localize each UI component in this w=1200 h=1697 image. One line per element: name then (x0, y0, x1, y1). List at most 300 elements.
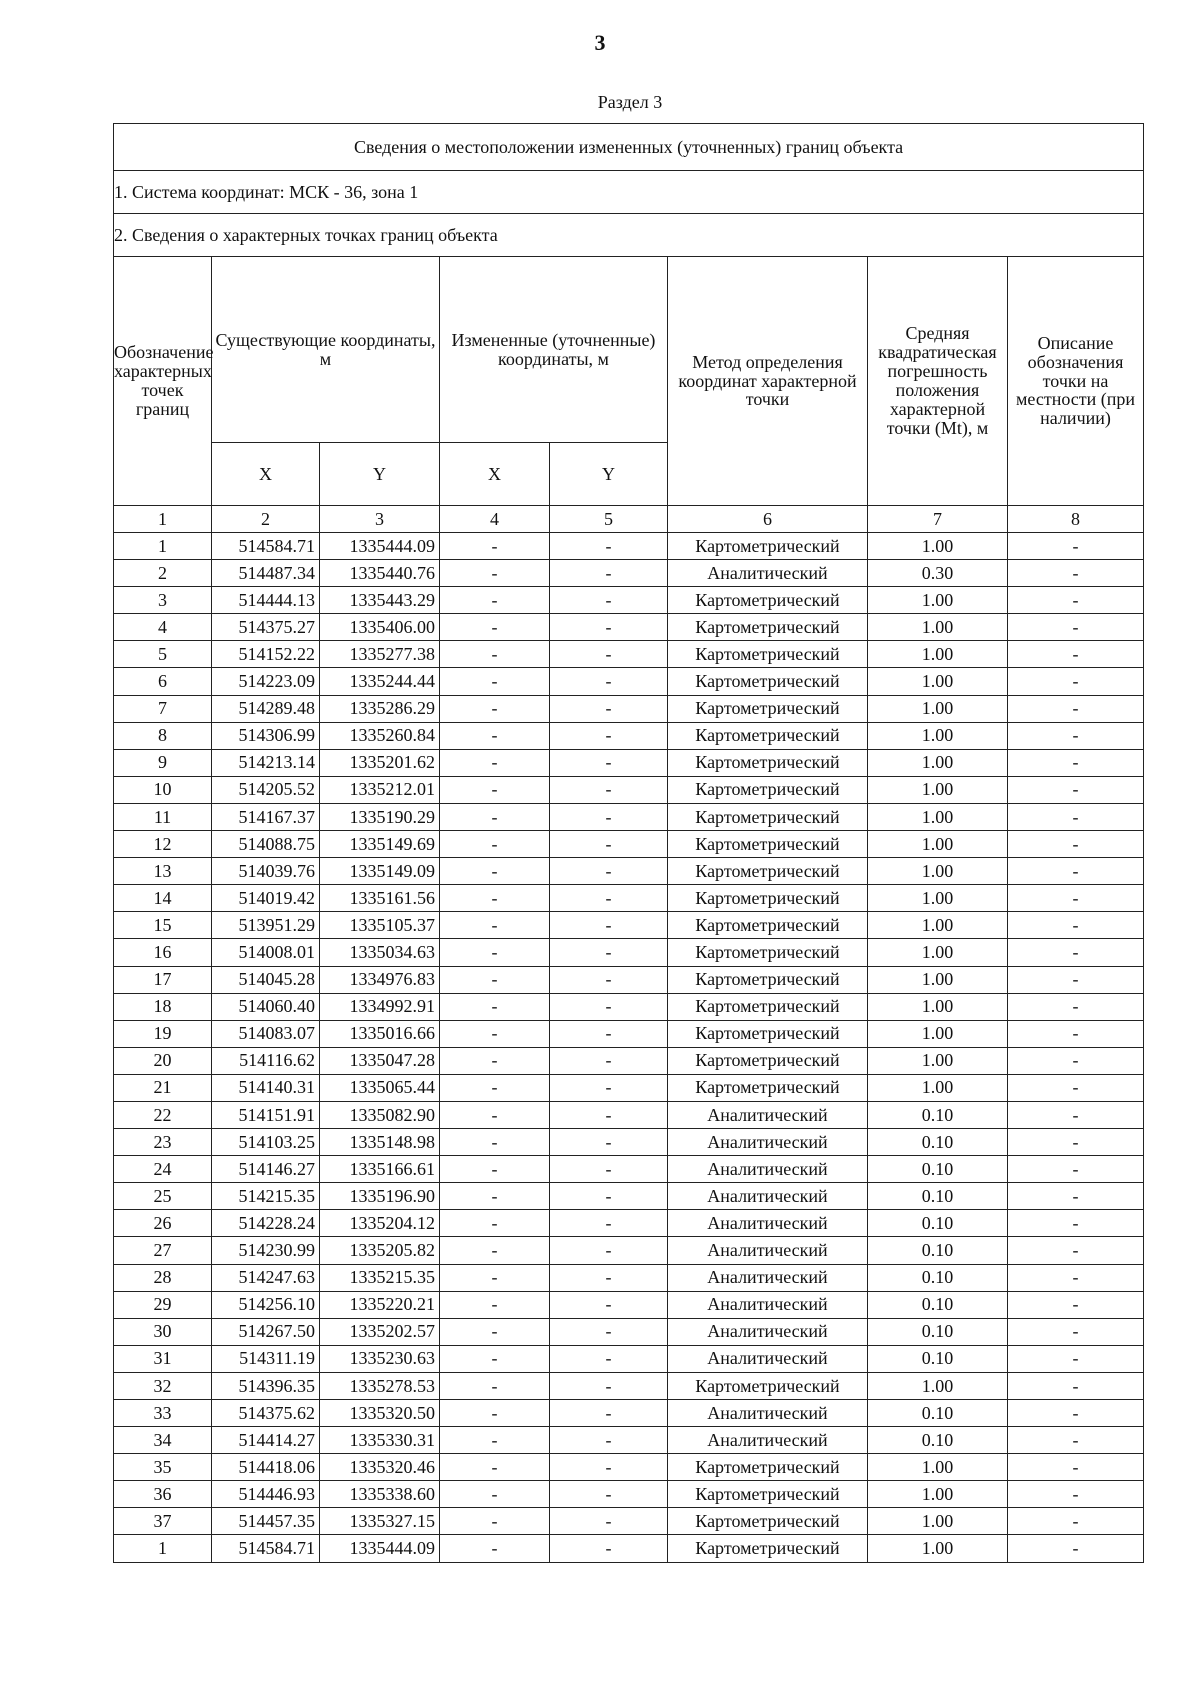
existing-x-cell: 514088.75 (212, 831, 320, 858)
error-mt-cell: 1.00 (868, 614, 1008, 641)
method-cell: Картометрический (668, 668, 868, 695)
error-mt-cell: 1.00 (868, 831, 1008, 858)
existing-y-cell: 1335444.09 (320, 1535, 440, 1562)
changed-y-cell: - (550, 1101, 668, 1128)
error-mt-cell: 1.00 (868, 1454, 1008, 1481)
table-row (114, 966, 1144, 993)
changed-x-cell: - (440, 1101, 550, 1128)
existing-y-cell: 1335327.15 (320, 1508, 440, 1535)
table-row (114, 803, 1144, 830)
error-mt-cell: 0.10 (868, 1264, 1008, 1291)
header-existing-coords: Существующие координаты, м (212, 257, 440, 443)
point-id-cell: 37 (114, 1508, 212, 1535)
method-cell: Картометрический (668, 1508, 868, 1535)
existing-x-cell: 514306.99 (212, 722, 320, 749)
table-row (114, 1372, 1144, 1399)
description-cell: - (1008, 749, 1144, 776)
changed-x-cell: - (440, 1372, 550, 1399)
existing-y-cell: 1335065.44 (320, 1074, 440, 1101)
point-id-cell: 12 (114, 831, 212, 858)
method-cell: Картометрический (668, 1020, 868, 1047)
method-cell: Картометрический (668, 614, 868, 641)
table-row (114, 776, 1144, 803)
changed-y-cell: - (550, 993, 668, 1020)
changed-y-cell: - (550, 1454, 668, 1481)
changed-x-cell: - (440, 695, 550, 722)
method-cell: Картометрический (668, 722, 868, 749)
table-row (114, 1020, 1144, 1047)
method-cell: Картометрический (668, 776, 868, 803)
method-cell: Картометрический (668, 641, 868, 668)
changed-x-cell: - (440, 912, 550, 939)
error-mt-cell: 1.00 (868, 749, 1008, 776)
header-point-designation: Обозначение характерных точек границ (114, 257, 212, 506)
changed-y-cell: - (550, 939, 668, 966)
changed-y-cell: - (550, 614, 668, 641)
table-row (114, 1427, 1144, 1454)
existing-y-cell: 1335149.09 (320, 858, 440, 885)
description-cell: - (1008, 1454, 1144, 1481)
point-id-cell: 7 (114, 695, 212, 722)
existing-x-cell: 514045.28 (212, 966, 320, 993)
changed-y-cell: - (550, 831, 668, 858)
existing-y-cell: 1335444.09 (320, 533, 440, 560)
existing-y-cell: 1335166.61 (320, 1156, 440, 1183)
header-method: Метод определения координат характерной точки (668, 257, 868, 506)
point-id-cell: 15 (114, 912, 212, 939)
point-id-cell: 27 (114, 1237, 212, 1264)
changed-y-cell: - (550, 641, 668, 668)
existing-x-cell: 514418.06 (212, 1454, 320, 1481)
table-row (114, 885, 1144, 912)
description-cell: - (1008, 1183, 1144, 1210)
description-cell: - (1008, 831, 1144, 858)
error-mt-cell: 1.00 (868, 1481, 1008, 1508)
changed-y-cell: - (550, 858, 668, 885)
method-cell: Картометрический (668, 1074, 868, 1101)
error-mt-cell: 1.00 (868, 641, 1008, 668)
existing-x-cell: 514584.71 (212, 1535, 320, 1562)
table-title: Сведения о местоположении измененных (уточненных) границ объекта (114, 124, 1144, 171)
error-mt-cell: 1.00 (868, 668, 1008, 695)
changed-x-cell: - (440, 1129, 550, 1156)
changed-y-cell: - (550, 668, 668, 695)
description-cell: - (1008, 1291, 1144, 1318)
existing-x-cell: 514446.93 (212, 1481, 320, 1508)
existing-x-cell: 514215.35 (212, 1183, 320, 1210)
description-cell: - (1008, 614, 1144, 641)
method-cell: Аналитический (668, 1318, 868, 1345)
error-mt-cell: 1.00 (868, 1047, 1008, 1074)
table-row (114, 1481, 1144, 1508)
table-row (114, 1101, 1144, 1128)
existing-x-cell: 514487.34 (212, 560, 320, 587)
existing-y-cell: 1335278.53 (320, 1372, 440, 1399)
method-cell: Картометрический (668, 939, 868, 966)
changed-y-cell: - (550, 1345, 668, 1372)
changed-x-cell: - (440, 993, 550, 1020)
description-cell: - (1008, 885, 1144, 912)
existing-x-cell: 514060.40 (212, 993, 320, 1020)
existing-y-cell: 1335196.90 (320, 1183, 440, 1210)
existing-y-cell: 1335190.29 (320, 803, 440, 830)
column-number: 2 (212, 506, 320, 533)
existing-y-cell: 1335220.21 (320, 1291, 440, 1318)
error-mt-cell: 1.00 (868, 776, 1008, 803)
existing-x-cell: 514289.48 (212, 695, 320, 722)
error-mt-cell: 0.10 (868, 1318, 1008, 1345)
description-cell: - (1008, 912, 1144, 939)
existing-x-cell: 514230.99 (212, 1237, 320, 1264)
existing-x-cell: 514457.35 (212, 1508, 320, 1535)
changed-y-cell: - (550, 533, 668, 560)
description-cell: - (1008, 560, 1144, 587)
point-id-cell: 1 (114, 1535, 212, 1562)
error-mt-cell: 0.10 (868, 1101, 1008, 1128)
changed-x-cell: - (440, 776, 550, 803)
existing-y-cell: 1335244.44 (320, 668, 440, 695)
existing-y-cell: 1335286.29 (320, 695, 440, 722)
changed-x-cell: - (440, 1047, 550, 1074)
column-number: 5 (550, 506, 668, 533)
changed-x-cell: - (440, 1291, 550, 1318)
column-number: 4 (440, 506, 550, 533)
existing-x-cell: 514019.42 (212, 885, 320, 912)
changed-y-cell: - (550, 1210, 668, 1237)
description-cell: - (1008, 993, 1144, 1020)
point-id-cell: 31 (114, 1345, 212, 1372)
changed-y-cell: - (550, 722, 668, 749)
column-number: 7 (868, 506, 1008, 533)
header-existing-x: X (212, 443, 320, 506)
table-row (114, 560, 1144, 587)
table-row (114, 533, 1144, 560)
changed-y-cell: - (550, 1237, 668, 1264)
method-cell: Картометрический (668, 587, 868, 614)
existing-x-cell: 514247.63 (212, 1264, 320, 1291)
description-cell: - (1008, 803, 1144, 830)
changed-x-cell: - (440, 533, 550, 560)
error-mt-cell: 1.00 (868, 1020, 1008, 1047)
point-id-cell: 34 (114, 1427, 212, 1454)
existing-x-cell: 514256.10 (212, 1291, 320, 1318)
method-cell: Аналитический (668, 1183, 868, 1210)
existing-x-cell: 514311.19 (212, 1345, 320, 1372)
existing-x-cell: 514152.22 (212, 641, 320, 668)
point-id-cell: 17 (114, 966, 212, 993)
point-id-cell: 35 (114, 1454, 212, 1481)
existing-y-cell: 1335202.57 (320, 1318, 440, 1345)
changed-x-cell: - (440, 939, 550, 966)
changed-x-cell: - (440, 614, 550, 641)
point-id-cell: 16 (114, 939, 212, 966)
error-mt-cell: 1.00 (868, 1372, 1008, 1399)
error-mt-cell: 1.00 (868, 695, 1008, 722)
description-cell: - (1008, 695, 1144, 722)
point-id-cell: 21 (114, 1074, 212, 1101)
existing-x-cell: 514039.76 (212, 858, 320, 885)
header-changed-coords: Измененные (уточненные) координаты, м (440, 257, 668, 443)
table-row (114, 614, 1144, 641)
changed-y-cell: - (550, 695, 668, 722)
existing-x-cell: 514116.62 (212, 1047, 320, 1074)
description-cell: - (1008, 641, 1144, 668)
method-cell: Аналитический (668, 1291, 868, 1318)
column-numbers-row (114, 506, 1144, 533)
changed-y-cell: - (550, 1264, 668, 1291)
changed-y-cell: - (550, 1372, 668, 1399)
column-number: 6 (668, 506, 868, 533)
point-id-cell: 26 (114, 1210, 212, 1237)
existing-y-cell: 1335330.31 (320, 1427, 440, 1454)
changed-y-cell: - (550, 1183, 668, 1210)
error-mt-cell: 0.10 (868, 1210, 1008, 1237)
error-mt-cell: 0.10 (868, 1129, 1008, 1156)
changed-x-cell: - (440, 1183, 550, 1210)
existing-x-cell: 514396.35 (212, 1372, 320, 1399)
method-cell: Картометрический (668, 831, 868, 858)
changed-y-cell: - (550, 1156, 668, 1183)
changed-x-cell: - (440, 831, 550, 858)
table-row (114, 1129, 1144, 1156)
point-id-cell: 5 (114, 641, 212, 668)
changed-x-cell: - (440, 1345, 550, 1372)
changed-x-cell: - (440, 560, 550, 587)
method-cell: Аналитический (668, 1427, 868, 1454)
description-cell: - (1008, 776, 1144, 803)
existing-y-cell: 1335215.35 (320, 1264, 440, 1291)
method-cell: Аналитический (668, 1210, 868, 1237)
existing-x-cell: 514103.25 (212, 1129, 320, 1156)
method-cell: Картометрический (668, 1372, 868, 1399)
changed-x-cell: - (440, 885, 550, 912)
existing-x-cell: 514083.07 (212, 1020, 320, 1047)
existing-y-cell: 1335148.98 (320, 1129, 440, 1156)
page-number: 3 (594, 30, 606, 55)
table-row (114, 1318, 1144, 1345)
method-cell: Картометрический (668, 912, 868, 939)
changed-y-cell: - (550, 1508, 668, 1535)
description-cell: - (1008, 1345, 1144, 1372)
description-cell: - (1008, 1156, 1144, 1183)
description-cell: - (1008, 1481, 1144, 1508)
description-cell: - (1008, 1264, 1144, 1291)
description-cell: - (1008, 939, 1144, 966)
point-id-cell: 6 (114, 668, 212, 695)
changed-y-cell: - (550, 966, 668, 993)
column-number: 3 (320, 506, 440, 533)
description-cell: - (1008, 1047, 1144, 1074)
point-id-cell: 24 (114, 1156, 212, 1183)
changed-x-cell: - (440, 1535, 550, 1562)
column-number: 8 (1008, 506, 1144, 533)
method-cell: Картометрический (668, 533, 868, 560)
changed-x-cell: - (440, 1481, 550, 1508)
existing-x-cell: 514267.50 (212, 1318, 320, 1345)
changed-x-cell: - (440, 1156, 550, 1183)
description-cell: - (1008, 722, 1144, 749)
coordinate-system: 1. Система координат: МСК - 36, зона 1 (114, 171, 1144, 214)
existing-x-cell: 514151.91 (212, 1101, 320, 1128)
table-row (114, 722, 1144, 749)
existing-y-cell: 1335205.82 (320, 1237, 440, 1264)
table-row (114, 695, 1144, 722)
changed-y-cell: - (550, 560, 668, 587)
method-cell: Аналитический (668, 1237, 868, 1264)
changed-y-cell: - (550, 749, 668, 776)
description-cell: - (1008, 1237, 1144, 1264)
table-row (114, 1047, 1144, 1074)
description-cell: - (1008, 533, 1144, 560)
changed-x-cell: - (440, 803, 550, 830)
method-cell: Картометрический (668, 749, 868, 776)
existing-y-cell: 1335212.01 (320, 776, 440, 803)
table-row (114, 939, 1144, 966)
header-description: Описание обозначения точки на местности (при наличии) (1008, 257, 1144, 506)
existing-y-cell: 1335149.69 (320, 831, 440, 858)
changed-x-cell: - (440, 668, 550, 695)
point-id-cell: 1 (114, 533, 212, 560)
existing-y-cell: 1335201.62 (320, 749, 440, 776)
existing-y-cell: 1335047.28 (320, 1047, 440, 1074)
changed-y-cell: - (550, 1535, 668, 1562)
description-cell: - (1008, 1508, 1144, 1535)
error-mt-cell: 0.10 (868, 1400, 1008, 1427)
error-mt-cell: 0.10 (868, 1156, 1008, 1183)
table-row (114, 1264, 1144, 1291)
point-id-cell: 11 (114, 803, 212, 830)
header-changed-x: X (440, 443, 550, 506)
table-row (114, 1454, 1144, 1481)
error-mt-cell: 0.10 (868, 1237, 1008, 1264)
table-row (114, 1345, 1144, 1372)
error-mt-cell: 1.00 (868, 587, 1008, 614)
table-row (114, 749, 1144, 776)
changed-x-cell: - (440, 641, 550, 668)
error-mt-cell: 1.00 (868, 1508, 1008, 1535)
table-row (114, 1291, 1144, 1318)
changed-y-cell: - (550, 776, 668, 803)
column-number: 1 (114, 506, 212, 533)
existing-x-cell: 514167.37 (212, 803, 320, 830)
error-mt-cell: 0.30 (868, 560, 1008, 587)
description-cell: - (1008, 1129, 1144, 1156)
description-cell: - (1008, 1400, 1144, 1427)
existing-y-cell: 1335161.56 (320, 885, 440, 912)
changed-y-cell: - (550, 803, 668, 830)
error-mt-cell: 1.00 (868, 1535, 1008, 1562)
description-cell: - (1008, 1535, 1144, 1562)
existing-y-cell: 1335230.63 (320, 1345, 440, 1372)
description-cell: - (1008, 1074, 1144, 1101)
method-cell: Картометрический (668, 695, 868, 722)
existing-y-cell: 1335406.00 (320, 614, 440, 641)
error-mt-cell: 1.00 (868, 912, 1008, 939)
existing-x-cell: 514146.27 (212, 1156, 320, 1183)
method-cell: Картометрический (668, 1047, 868, 1074)
existing-x-cell: 514008.01 (212, 939, 320, 966)
table-row (114, 993, 1144, 1020)
changed-x-cell: - (440, 1020, 550, 1047)
changed-x-cell: - (440, 1237, 550, 1264)
point-id-cell: 20 (114, 1047, 212, 1074)
existing-y-cell: 1335105.37 (320, 912, 440, 939)
error-mt-cell: 1.00 (868, 1074, 1008, 1101)
table-row (114, 1183, 1144, 1210)
method-cell: Аналитический (668, 1345, 868, 1372)
description-cell: - (1008, 1020, 1144, 1047)
changed-x-cell: - (440, 722, 550, 749)
error-mt-cell: 0.10 (868, 1345, 1008, 1372)
error-mt-cell: 1.00 (868, 722, 1008, 749)
table-row (114, 1156, 1144, 1183)
error-mt-cell: 1.00 (868, 533, 1008, 560)
point-id-cell: 23 (114, 1129, 212, 1156)
header-error: Средняя квадратическая погрешность положения характерной точки (Mt), м (868, 257, 1008, 506)
existing-y-cell: 1334992.91 (320, 993, 440, 1020)
table-row (114, 858, 1144, 885)
method-cell: Аналитический (668, 560, 868, 587)
existing-y-cell: 1335277.38 (320, 641, 440, 668)
changed-x-cell: - (440, 1318, 550, 1345)
description-cell: - (1008, 587, 1144, 614)
existing-y-cell: 1335443.29 (320, 587, 440, 614)
method-cell: Картометрический (668, 966, 868, 993)
header-existing-y: Y (320, 443, 440, 506)
existing-x-cell: 514140.31 (212, 1074, 320, 1101)
point-id-cell: 22 (114, 1101, 212, 1128)
changed-y-cell: - (550, 1074, 668, 1101)
changed-x-cell: - (440, 1210, 550, 1237)
existing-y-cell: 1335082.90 (320, 1101, 440, 1128)
changed-x-cell: - (440, 587, 550, 614)
method-cell: Картометрический (668, 885, 868, 912)
changed-x-cell: - (440, 966, 550, 993)
changed-y-cell: - (550, 1129, 668, 1156)
method-cell: Аналитический (668, 1400, 868, 1427)
changed-y-cell: - (550, 1318, 668, 1345)
table-row (114, 1210, 1144, 1237)
table-row (114, 668, 1144, 695)
error-mt-cell: 1.00 (868, 885, 1008, 912)
error-mt-cell: 1.00 (868, 803, 1008, 830)
point-id-cell: 28 (114, 1264, 212, 1291)
error-mt-cell: 1.00 (868, 858, 1008, 885)
point-id-cell: 9 (114, 749, 212, 776)
point-id-cell: 10 (114, 776, 212, 803)
existing-y-cell: 1335034.63 (320, 939, 440, 966)
table-row (114, 587, 1144, 614)
section-label: Раздел 3 (597, 92, 663, 112)
description-cell: - (1008, 966, 1144, 993)
point-id-cell: 13 (114, 858, 212, 885)
changed-x-cell: - (440, 1264, 550, 1291)
error-mt-cell: 1.00 (868, 939, 1008, 966)
method-cell: Аналитический (668, 1156, 868, 1183)
table-row (114, 1400, 1144, 1427)
point-id-cell: 14 (114, 885, 212, 912)
changed-x-cell: - (440, 1400, 550, 1427)
table-row (114, 1508, 1144, 1535)
existing-y-cell: 1335204.12 (320, 1210, 440, 1237)
method-cell: Картометрический (668, 1481, 868, 1508)
changed-y-cell: - (550, 912, 668, 939)
table-row (114, 1074, 1144, 1101)
changed-x-cell: - (440, 1427, 550, 1454)
table-row (114, 1237, 1144, 1264)
changed-y-cell: - (550, 1047, 668, 1074)
error-mt-cell: 0.10 (868, 1291, 1008, 1318)
